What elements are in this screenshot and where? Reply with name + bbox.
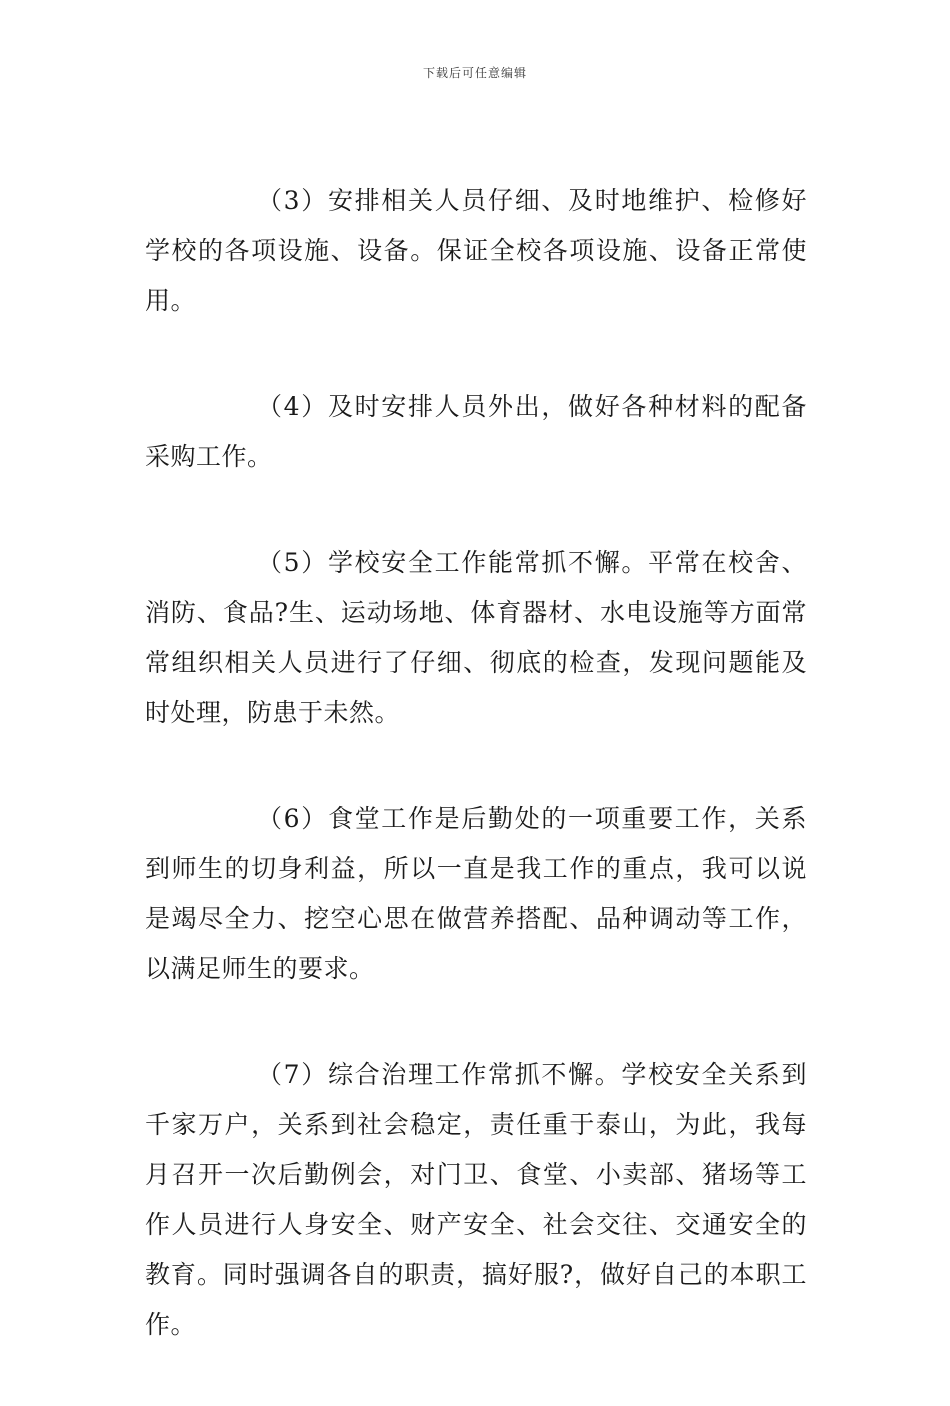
document-body: [145, 176, 807, 1406]
paragraph-item-3: （3）安排相关人员仔细、及时地维护、检修好学校的各项设施、设备。保证全校各项设施、设备正常使用。: [145, 186, 807, 315]
paragraph-item-5: （5）学校安全工作能常抓不懈。平常在校舍、消防、食品?生、运动场地、体育器材、水电设施等方面常常组织相关人员进行了仔细、彻底的检查，发现问题能及时处理，防患于未然。: [145, 548, 807, 727]
paragraph-item-6: （6）食堂工作是后勤处的一项重要工作，关系到师生的切身利益，所以一直是我工作的重点，我可以说是竭尽全力、挖空心思在做营养搭配、品种调动等工作，以满足师生的要求。: [145, 804, 807, 983]
header-note: 下载后可任意编辑: [422, 66, 527, 80]
paragraph-item-7: （7）综合治理工作常抓不懈。学校安全关系到千家万户，关系到社会稳定，责任重于泰山，为此，我每月召开一次后勤例会，对门卫、食堂、小卖部、猪场等工作人员进行人身安全、财产安全、社会交往、交通安全的教育。同时强调各自的职责，搞好服?，做好自己的本职工作。: [145, 1060, 807, 1339]
paragraph-item-4: （4）及时安排人员外出，做好各种材料的配备采购工作。: [145, 392, 807, 471]
